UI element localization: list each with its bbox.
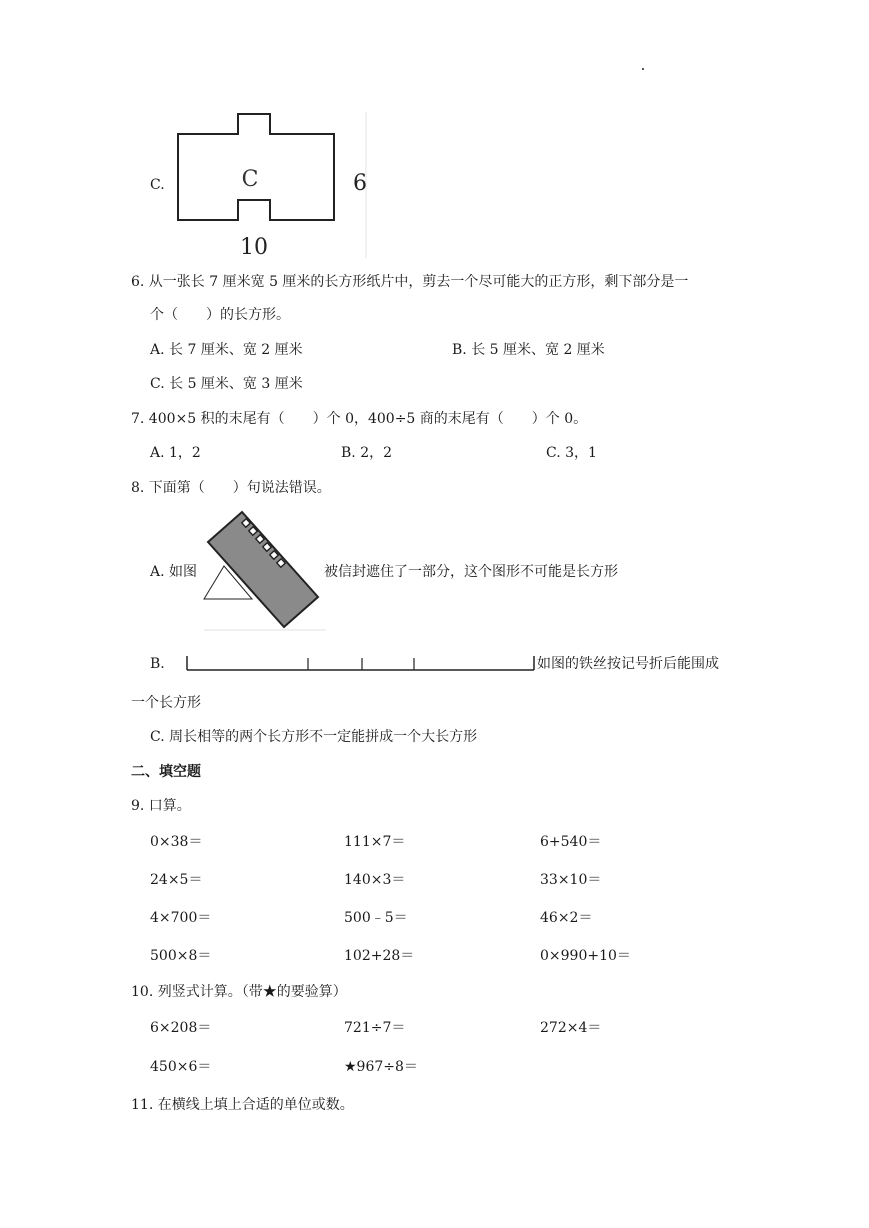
q9-item: 140×3＝ (344, 872, 406, 888)
q9-item: 0×38＝ (150, 834, 203, 850)
q9-item: 33×10＝ (540, 872, 602, 888)
q9-item: 102+28＝ (344, 948, 415, 964)
q9-item: 4×700＝ (150, 910, 212, 926)
q9-item: 111×7＝ (344, 834, 406, 850)
shape-label-c: C (241, 167, 259, 192)
q11-stem: 11. 在横线上填上合适的单位或数。 (131, 1097, 354, 1113)
q7-option-b[interactable]: B. 2，2 (341, 445, 393, 461)
q7-option-a[interactable]: A. 1，2 (150, 445, 201, 461)
q5-option-c-label[interactable]: C. (150, 177, 165, 193)
q10-item: 450×6＝ (150, 1059, 212, 1075)
height-label: 6 (353, 171, 367, 196)
q6-option-b[interactable]: B. 长 5 厘米、宽 2 厘米 (452, 342, 605, 358)
q5-option-c-figure (170, 108, 370, 260)
wire-with-marks-figure (184, 650, 536, 674)
envelope-covering-figure (202, 508, 326, 634)
q8-option-c[interactable]: C. 周长相等的两个长方形不一定能拼成一个大长方形 (150, 729, 478, 745)
q8-option-a-prefix[interactable]: A. 如图 (150, 564, 198, 580)
q8-option-b-prefix[interactable]: B. (150, 656, 165, 672)
q10-item: 6×208＝ (150, 1020, 212, 1036)
q9-item: 500﹣5＝ (344, 910, 408, 926)
q9-item: 0×990+10＝ (540, 948, 631, 964)
q10-item: ★967÷8＝ (344, 1059, 418, 1075)
q9-item: 500×8＝ (150, 948, 212, 964)
q9-stem: 9. 口算。 (131, 798, 191, 814)
section-title: 二、填空题 (131, 764, 201, 780)
stray-dot (642, 68, 644, 70)
q9-item: 6+540＝ (540, 834, 602, 850)
q6-stem-line1: 6. 从一张长 7 厘米宽 5 厘米的长方形纸片中，剪去一个尽可能大的正方形，剩下部分是一 (131, 274, 689, 290)
width-label: 10 (240, 235, 268, 260)
q8-stem: 8. 下面第（ ）句说法错误。 (131, 480, 331, 496)
q10-stem: 10. 列竖式计算。（带★的要验算） (131, 984, 347, 1000)
q9-item: 24×5＝ (150, 872, 203, 888)
q6-option-c[interactable]: C. 长 5 厘米、宽 3 厘米 (150, 376, 303, 392)
q9-item: 46×2＝ (540, 910, 593, 926)
q7-option-c[interactable]: C. 3，1 (546, 445, 597, 461)
q8-option-a-suffix: 被信封遮住了一部分，这个图形不可能是长方形 (324, 564, 618, 580)
q8-option-b-suffix: 如图的铁丝按记号折后能围成 (537, 656, 719, 672)
q10-item: 272×4＝ (540, 1020, 602, 1036)
q10-item: 721÷7＝ (344, 1020, 406, 1036)
q8-option-b-continuation: 一个长方形 (131, 695, 201, 711)
q6-option-a[interactable]: A. 长 7 厘米、宽 2 厘米 (150, 342, 303, 358)
q6-stem-line2: 个（ ）的长方形。 (150, 307, 290, 323)
q7-stem: 7. 400×5 积的末尾有（ ）个 0，400÷5 商的末尾有（ ）个 0。 (131, 411, 588, 427)
